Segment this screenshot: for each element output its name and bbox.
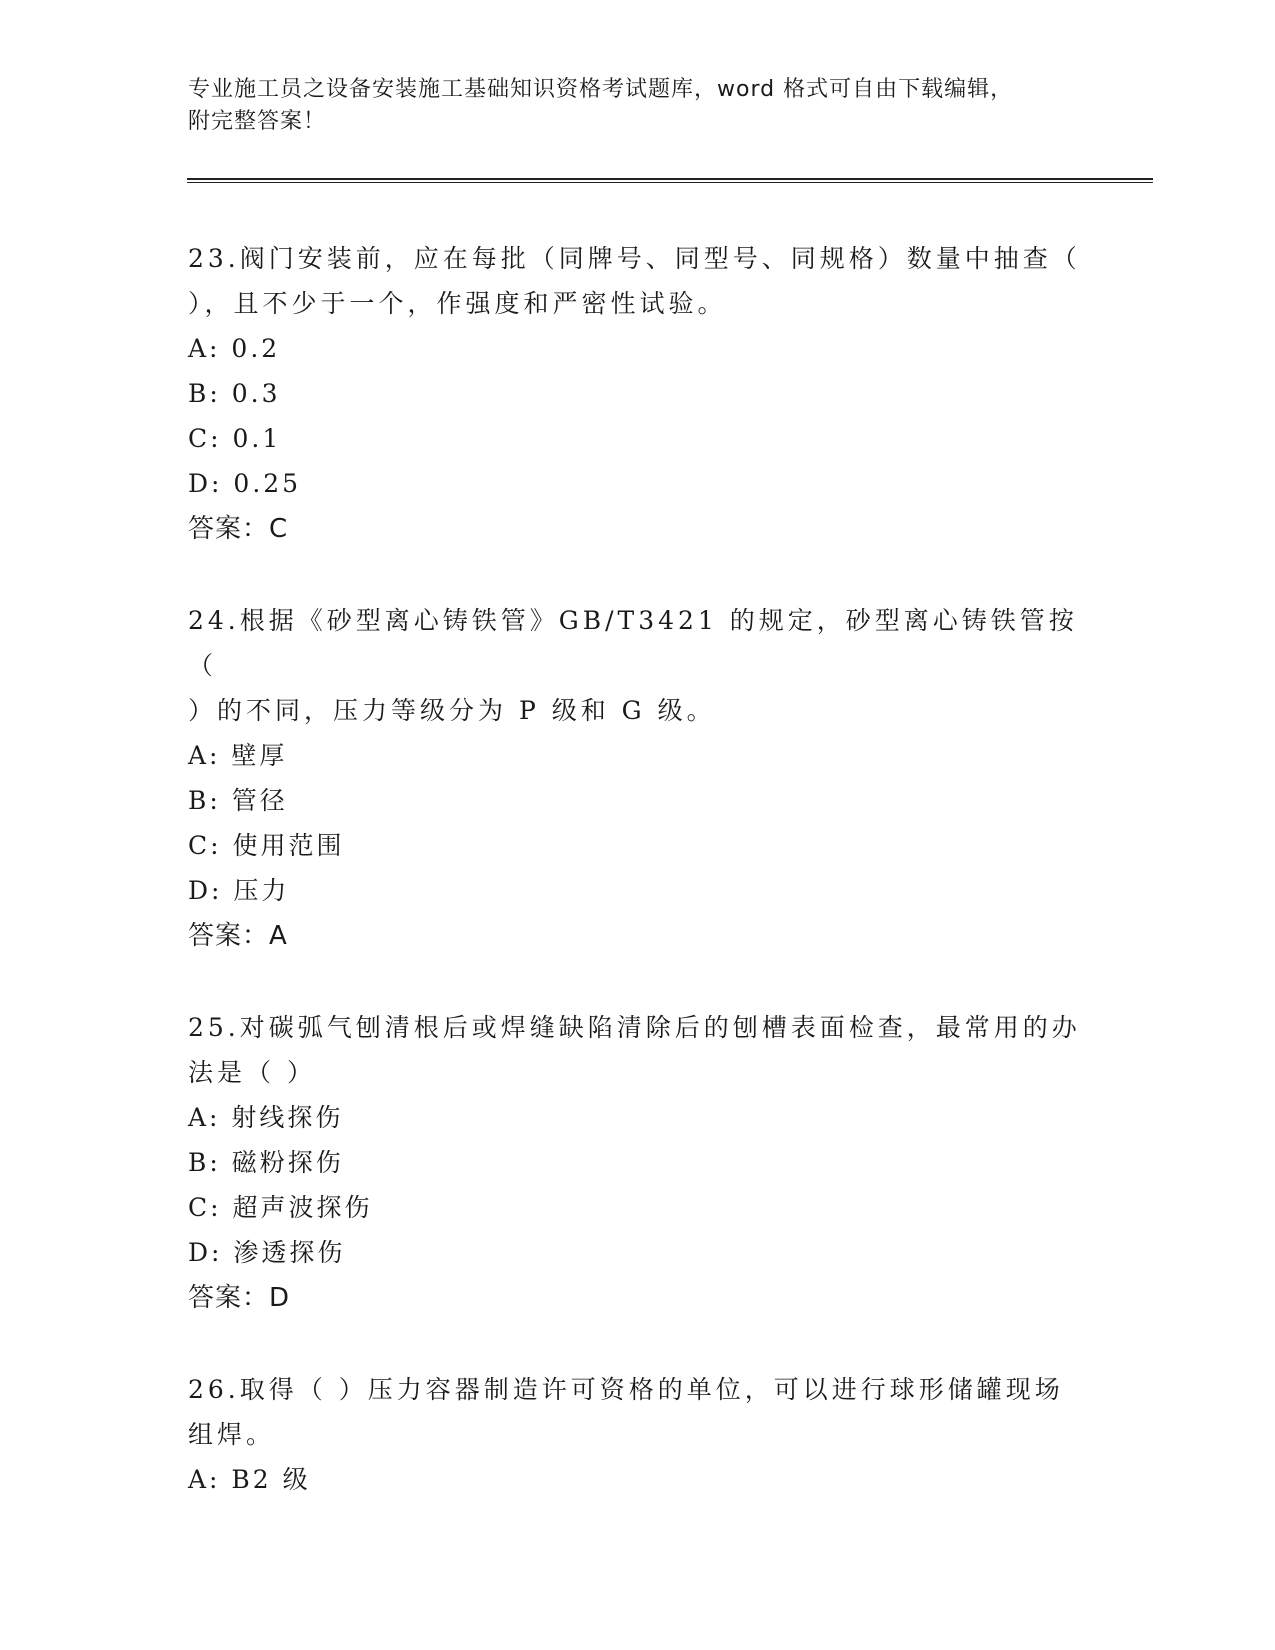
question-23 <box>188 236 1088 552</box>
option-d: D: 压力 <box>188 876 290 905</box>
question-25 <box>188 1005 1088 1321</box>
header-line-2: 附完整答案！ <box>188 109 327 134</box>
option-a: A: 壁厚 <box>188 741 288 770</box>
option-a: A: 0.2 <box>188 334 281 363</box>
answer: 答案：C <box>188 514 289 544</box>
option-b: B: 0.3 <box>188 379 281 408</box>
option-d: D: 渗透探伤 <box>188 1238 346 1267</box>
question-stem-line: 组焊。 <box>188 1420 276 1449</box>
question-26 <box>188 1367 1088 1502</box>
question-stem-line: 法是（ ） <box>188 1058 316 1087</box>
header-line-1: 专业施工员之设备安装施工基础知识资格考试题库，word 格式可自由下载编辑， <box>188 77 1014 102</box>
question-stem-line: 26.取得（ ）压力容器制造许可资格的单位，可以进行球形储罐现场 <box>188 1375 1064 1404</box>
question-stem-line: ）的不同，压力等级分为 P 级和 G 级。 <box>188 696 716 725</box>
question-stem-line: 23.阀门安装前，应在每批（同牌号、同型号、同规格）数量中抽查（ <box>188 244 1081 273</box>
question-list <box>188 236 1088 1548</box>
option-b: B: 磁粉探伤 <box>188 1148 344 1177</box>
question-stem-line: 24.根据《砂型离心铸铁管》GB/T3421 的规定，砂型离心铸铁管按（ <box>188 606 1078 680</box>
question-24 <box>188 598 1088 959</box>
option-b: B: 管径 <box>188 786 288 815</box>
answer: 答案：D <box>188 1283 291 1313</box>
option-c: C: 超声波探伤 <box>188 1193 373 1222</box>
option-c: C: 0.1 <box>188 424 282 453</box>
answer: 答案：A <box>188 921 288 951</box>
option-a: A: 射线探伤 <box>188 1103 344 1132</box>
option-c: C: 使用范围 <box>188 831 345 860</box>
option-a: A: B2 级 <box>188 1465 311 1494</box>
option-d: D: 0.25 <box>188 469 302 498</box>
question-stem-line: 25.对碳弧气刨清根后或焊缝缺陷清除后的刨槽表面检查，最常用的办 <box>188 1013 1081 1042</box>
question-stem-line: ），且不少于一个，作强度和严密性试验。 <box>188 289 727 318</box>
document-header <box>188 74 1088 138</box>
header-divider <box>187 178 1153 183</box>
